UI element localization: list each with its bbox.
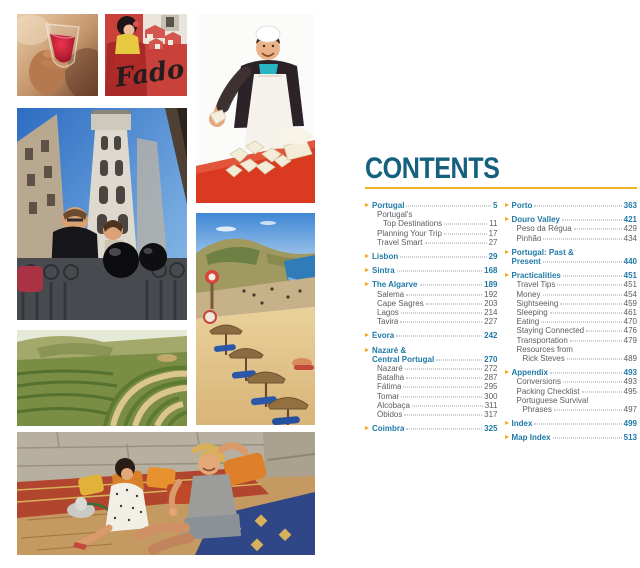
toc-entry xyxy=(505,299,638,308)
toc-label: Index xyxy=(511,419,533,429)
toc-entry xyxy=(505,433,638,442)
toc-page-number: 421 xyxy=(623,215,637,225)
toc-page-number: 5 xyxy=(493,201,498,210)
dot-leader xyxy=(541,322,621,323)
toc-entry xyxy=(505,326,638,335)
toc-page-number: 311 xyxy=(484,400,498,410)
toc-page-number: 295 xyxy=(484,382,498,392)
toc-label: Sleeping xyxy=(516,308,548,318)
dot-leader xyxy=(562,220,622,221)
toc-entry xyxy=(505,234,638,243)
toc-label: Salema xyxy=(377,289,405,299)
toc-label: Top Destinations xyxy=(383,219,443,229)
toc-entry xyxy=(505,368,638,377)
toc-label: Packing Checklist xyxy=(516,386,580,396)
bullet-arrow-icon xyxy=(505,421,509,425)
toc-entry xyxy=(365,229,498,238)
toc-page-number: 493 xyxy=(623,377,637,387)
toc-label: Tomar xyxy=(377,391,400,401)
toc-entry xyxy=(365,424,498,433)
toc-page-number: 29 xyxy=(488,252,498,262)
toc-entry xyxy=(505,419,638,428)
toc-entry xyxy=(365,401,498,410)
photo-douro-vineyards xyxy=(17,330,187,426)
toc-label: Portugal xyxy=(372,201,405,210)
bullet-arrow-icon xyxy=(505,370,509,374)
toc-entry xyxy=(365,238,498,247)
toc-page-number: 227 xyxy=(484,317,498,327)
toc-entry xyxy=(365,252,498,261)
toc-page-number: 493 xyxy=(623,368,637,378)
toc-label: Cape Sagres xyxy=(377,298,424,308)
toc-page-number: 476 xyxy=(623,326,637,336)
toc-label: Évora xyxy=(372,331,395,341)
dot-leader xyxy=(406,206,491,207)
toc-page-number: 203 xyxy=(484,298,498,308)
toc-page-number: 272 xyxy=(484,364,498,374)
toc-entry xyxy=(505,387,638,396)
dot-leader xyxy=(543,262,622,263)
toc-label: Peso da Régua xyxy=(516,224,572,234)
toc-label: Portuguese Survival xyxy=(516,395,589,405)
toc-entry xyxy=(365,317,498,326)
photo-market-vendor xyxy=(196,14,315,203)
toc-page-number: 325 xyxy=(484,424,498,434)
toc-entry xyxy=(365,308,498,317)
toc-label: Nazaré & xyxy=(372,345,407,355)
toc-entry xyxy=(505,290,638,299)
title-rule xyxy=(365,187,637,189)
dot-leader xyxy=(543,294,622,295)
dot-leader xyxy=(563,276,622,277)
toc-entry xyxy=(365,392,498,401)
toc-label: Sintra xyxy=(372,266,395,276)
toc-entry xyxy=(365,201,498,210)
toc-label: Lagos xyxy=(377,308,399,318)
toc-entry xyxy=(365,299,498,308)
toc-entry xyxy=(505,215,638,224)
toc-page-number: 497 xyxy=(623,405,637,415)
dot-leader xyxy=(554,410,622,411)
toc-label: Fátima xyxy=(377,382,402,392)
dot-leader xyxy=(557,285,621,286)
toc-label: Portugal: Past & xyxy=(511,247,574,257)
dot-leader xyxy=(574,229,622,230)
toc-label: Money xyxy=(516,289,541,299)
toc-entry xyxy=(365,210,498,228)
toc-label: Travel Smart xyxy=(377,237,423,247)
toc-column-left xyxy=(365,196,498,443)
toc-entry xyxy=(505,201,638,210)
dot-leader xyxy=(553,438,622,439)
dot-leader xyxy=(397,271,482,272)
bullet-arrow-icon xyxy=(365,282,369,286)
dot-leader xyxy=(401,396,482,397)
toc-page-number: 363 xyxy=(623,201,637,210)
dot-leader xyxy=(567,359,622,360)
bullet-arrow-icon xyxy=(365,268,369,272)
toc-label: Pinhão xyxy=(516,233,542,243)
dot-leader xyxy=(550,373,622,374)
fado-mural-text: Fado xyxy=(113,54,187,94)
toc-entry xyxy=(505,248,638,266)
toc-page-number: 499 xyxy=(623,419,637,429)
bullet-arrow-icon xyxy=(505,435,509,439)
dot-leader xyxy=(400,322,482,323)
toc-label: Practicalities xyxy=(511,271,561,281)
photo-fado-street-art xyxy=(105,14,187,96)
toc-label: Travel Tips xyxy=(516,280,556,290)
dot-leader xyxy=(420,285,483,286)
toc-label: Transportation xyxy=(516,335,568,345)
toc-page-number: 300 xyxy=(484,391,498,401)
dot-leader xyxy=(406,378,482,379)
toc-page-number: 454 xyxy=(623,289,637,299)
toc-label: Appendix xyxy=(511,368,548,378)
toc-page-number: 429 xyxy=(623,224,637,234)
toc-entry xyxy=(505,396,638,414)
toc-label: Map Index xyxy=(511,433,551,443)
toc-page-number: 513 xyxy=(623,433,637,443)
toc-page-number: 451 xyxy=(623,271,637,281)
toc-entry xyxy=(505,377,638,386)
toc-page-number: 434 xyxy=(623,233,637,243)
toc-page-number: 270 xyxy=(484,354,498,364)
dot-leader xyxy=(406,294,482,295)
photo-wine-glass xyxy=(17,14,98,96)
toc-label: Lisbon xyxy=(372,252,399,262)
toc-page-number: 27 xyxy=(488,237,498,247)
toc-page-number: 495 xyxy=(623,386,637,396)
toc-label: Central Portugal xyxy=(372,354,435,364)
toc-entry xyxy=(365,346,498,364)
bullet-arrow-icon xyxy=(365,426,369,430)
toc-page-number: 451 xyxy=(623,280,637,290)
toc-label: The Algarve xyxy=(372,280,418,290)
dot-leader xyxy=(425,242,487,243)
dot-leader xyxy=(570,340,622,341)
toc-columns xyxy=(365,196,637,443)
toc-entry xyxy=(505,336,638,345)
dot-leader xyxy=(444,224,487,225)
toc-entry xyxy=(365,331,498,340)
toc-entry xyxy=(505,280,638,289)
toc-column-right xyxy=(505,196,638,443)
toc-page-number: 192 xyxy=(484,289,498,299)
toc-entry xyxy=(505,345,638,363)
toc-entry xyxy=(365,266,498,275)
dot-leader xyxy=(403,387,482,388)
toc-label: Rick Steves xyxy=(522,354,565,364)
toc-label: Present xyxy=(511,257,541,267)
toc-entry xyxy=(365,382,498,391)
toc-entry xyxy=(505,271,638,280)
dot-leader xyxy=(436,359,482,360)
dot-leader xyxy=(534,424,621,425)
toc-page-number: 11 xyxy=(489,219,498,229)
toc-label: Alcobaça xyxy=(377,400,410,410)
bullet-arrow-icon xyxy=(365,254,369,258)
toc-entry xyxy=(365,290,498,299)
toc-entry xyxy=(365,280,498,289)
toc-label: Nazaré xyxy=(377,364,403,374)
bullet-arrow-icon xyxy=(505,250,509,254)
dot-leader xyxy=(406,429,482,430)
toc-label: Conversions xyxy=(516,377,561,387)
bullet-arrow-icon xyxy=(505,217,509,221)
dot-leader xyxy=(550,313,622,314)
toc-entry xyxy=(365,373,498,382)
toc-page-number: 168 xyxy=(484,266,498,276)
dot-leader xyxy=(560,303,621,304)
dot-leader xyxy=(412,405,483,406)
dot-leader xyxy=(396,336,482,337)
toc-label: Resources from xyxy=(516,344,573,354)
toc-page-number: 470 xyxy=(623,317,637,327)
dot-leader xyxy=(534,206,621,207)
dot-leader xyxy=(426,303,482,304)
toc-entry xyxy=(505,224,638,233)
toc-page-number: 459 xyxy=(623,298,637,308)
toc-entry xyxy=(365,364,498,373)
toc-page-number: 317 xyxy=(484,410,498,420)
toc-label: Portugal's xyxy=(377,210,413,220)
bullet-arrow-icon xyxy=(365,333,369,337)
dot-leader xyxy=(582,391,622,392)
page-title: CONTENTS xyxy=(365,151,500,185)
toc-entry xyxy=(505,308,638,317)
toc-entry xyxy=(505,317,638,326)
toc-label: Porto xyxy=(511,201,533,210)
bullet-arrow-icon xyxy=(365,348,369,352)
photo-beach-algarve xyxy=(196,213,315,425)
contents-panel xyxy=(365,153,637,443)
toc-label: Phrases xyxy=(522,405,552,415)
toc-label: Óbidos xyxy=(377,410,403,420)
toc-page-number: 214 xyxy=(484,308,498,318)
toc-page-number: 461 xyxy=(623,308,637,318)
toc-page-number: 489 xyxy=(623,354,637,364)
bullet-arrow-icon xyxy=(365,203,369,207)
toc-page-number: 440 xyxy=(623,257,637,267)
bullet-arrow-icon xyxy=(505,273,509,277)
dot-leader xyxy=(563,382,622,383)
photo-terrace-lounge xyxy=(17,432,315,555)
toc-label: Douro Valley xyxy=(511,215,560,225)
toc-page-number: 17 xyxy=(488,228,498,238)
toc-label: Staying Connected xyxy=(516,326,585,336)
toc-label: Sightseeing xyxy=(516,298,559,308)
dot-leader xyxy=(444,233,487,234)
toc-page-number: 287 xyxy=(484,373,498,383)
toc-page-number: 479 xyxy=(623,335,637,345)
toc-label: Planning Your Trip xyxy=(377,228,442,238)
toc-page-number: 189 xyxy=(484,280,498,290)
dot-leader xyxy=(401,313,482,314)
bullet-arrow-icon xyxy=(505,203,509,207)
toc-label: Eating xyxy=(516,317,540,327)
toc-label: Batalha xyxy=(377,373,405,383)
toc-label: Tavira xyxy=(377,317,399,327)
dot-leader xyxy=(400,257,486,258)
toc-entry xyxy=(365,410,498,419)
toc-label: Coimbra xyxy=(372,424,405,434)
toc-page-number: 242 xyxy=(484,331,498,341)
dot-leader xyxy=(543,238,621,239)
photo-santa-justa-lift xyxy=(17,108,187,320)
dot-leader xyxy=(405,369,482,370)
dot-leader xyxy=(404,415,482,416)
dot-leader xyxy=(586,331,622,332)
